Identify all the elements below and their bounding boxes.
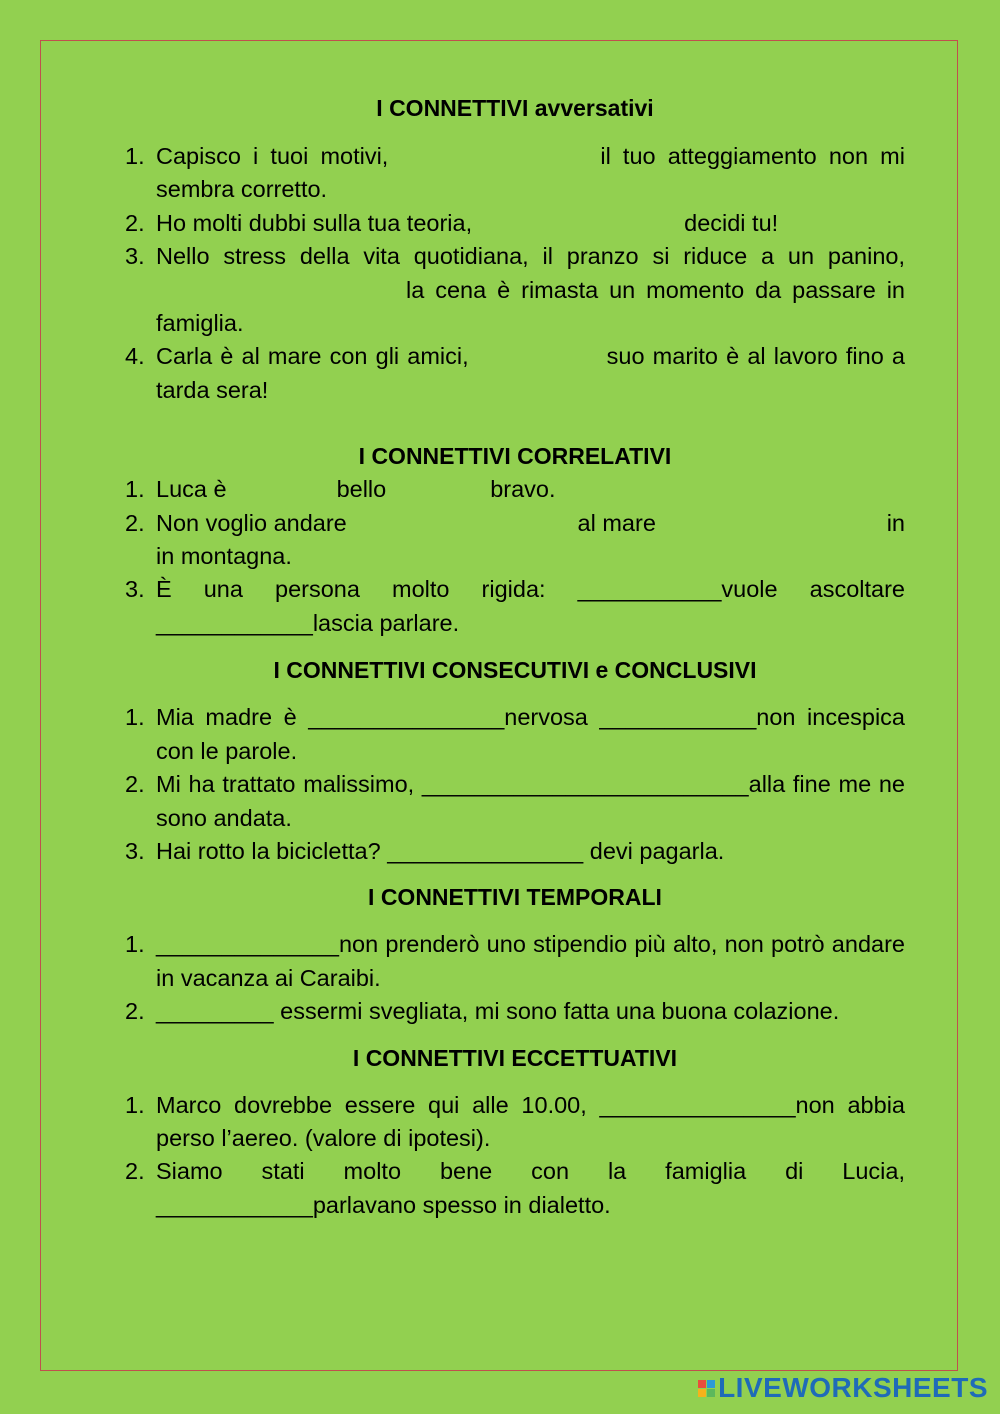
item-text: _________ essermi svegliata, mi sono fatta una buona colazione. <box>156 998 840 1025</box>
section-title-correlativi: I CONNETTIVI CORRELATIVI <box>358 443 672 470</box>
item-number: 2. <box>125 771 145 798</box>
section-title-avversativi: I CONNETTIVI avversativi <box>376 95 654 121</box>
item-text: Ho molti dubbi sulla tua teoria, <box>156 209 473 236</box>
item-number: 2. <box>125 1158 145 1185</box>
list-item <box>125 340 905 407</box>
item-text: Mia madre è _______________nervosa ____________non incespica con le parole. <box>156 704 905 764</box>
item-number: 2. <box>125 209 145 236</box>
item-text: ______________non prenderò uno stipendio più alto, non potrò andare in vacanza ai Caraibi. <box>156 931 905 991</box>
item-text: Non voglio andare <box>156 509 347 536</box>
item-text: la cena è rimasta un momento da passare in famiglia. <box>156 276 905 337</box>
section-title-temporali: I CONNETTIVI TEMPORALI <box>368 884 662 911</box>
item-text: Marco dovrebbe essere qui alle 10.00, _______________non abbia perso l’aereo. (valore di ipotesi). <box>156 1091 905 1151</box>
item-text: decidi tu! <box>684 209 779 236</box>
item-text: suo marito è al lavoro fino a tarda sera! <box>156 343 905 403</box>
worksheet-content <box>125 92 905 1222</box>
item-text: È una persona molto rigida: ___________vuole ascoltare ____________lascia parlare. <box>156 576 905 636</box>
item-number: 3. <box>125 837 145 864</box>
item-text: il tuo atteggiamento non mi sembra corretto. <box>156 143 905 203</box>
item-text: Capisco i tuoi motivi, <box>156 143 389 169</box>
list-item <box>125 928 905 995</box>
item-number: 2. <box>125 998 145 1025</box>
item-text: Nello stress della vita quotidiana, il pranzo si riduce a un panino, <box>156 243 905 270</box>
item-number: 3. <box>125 243 145 270</box>
list-item <box>125 140 905 207</box>
logo-text: LIVEWORKSHEETS <box>718 1372 988 1403</box>
liveworksheets-logo[interactable] <box>698 1372 988 1404</box>
item-text: Mi ha trattato malissimo, _________________________alla fine me ne sono andata. <box>156 771 905 831</box>
item-number: 1. <box>125 1091 145 1118</box>
item-number: 1. <box>125 476 145 503</box>
list-item <box>125 473 905 506</box>
list-item <box>125 835 905 868</box>
section-title-eccettuativi: I CONNETTIVI ECCETTUATIVI <box>352 1044 678 1071</box>
item-text: bravo. <box>490 476 556 503</box>
section-title-consecutivi: I CONNETTIVI CONSECUTIVI e CONCLUSIVI <box>273 657 757 684</box>
item-text-split: in <box>886 509 905 536</box>
item-text: in montagna. <box>156 543 292 570</box>
item-text: Carla è al mare con gli amici, <box>156 343 469 370</box>
list-item <box>125 507 905 574</box>
list-item <box>125 1089 905 1156</box>
list-item <box>125 768 905 835</box>
item-text: Siamo stati molto bene con la famiglia di Lucia, ____________parlavano spesso in dialetto. <box>156 1158 905 1218</box>
item-text: Luca è <box>156 476 227 503</box>
list-item <box>125 573 905 640</box>
item-number: 1. <box>125 143 145 169</box>
item-number: 3. <box>125 576 145 603</box>
logo-mark-icon <box>698 1380 715 1397</box>
item-number: 1. <box>125 704 145 731</box>
item-text: al mare <box>577 509 656 536</box>
item-number: 1. <box>125 931 145 958</box>
item-text: Hai rotto la bicicletta? _______________ devi pagarla. <box>156 837 725 864</box>
item-number: 2. <box>125 509 145 536</box>
item-text: bello <box>336 476 387 503</box>
list-item <box>125 995 905 1028</box>
list-item <box>125 701 905 768</box>
list-item <box>125 1155 905 1222</box>
list-item <box>125 207 905 240</box>
item-number: 4. <box>125 343 145 370</box>
list-item <box>125 240 905 340</box>
